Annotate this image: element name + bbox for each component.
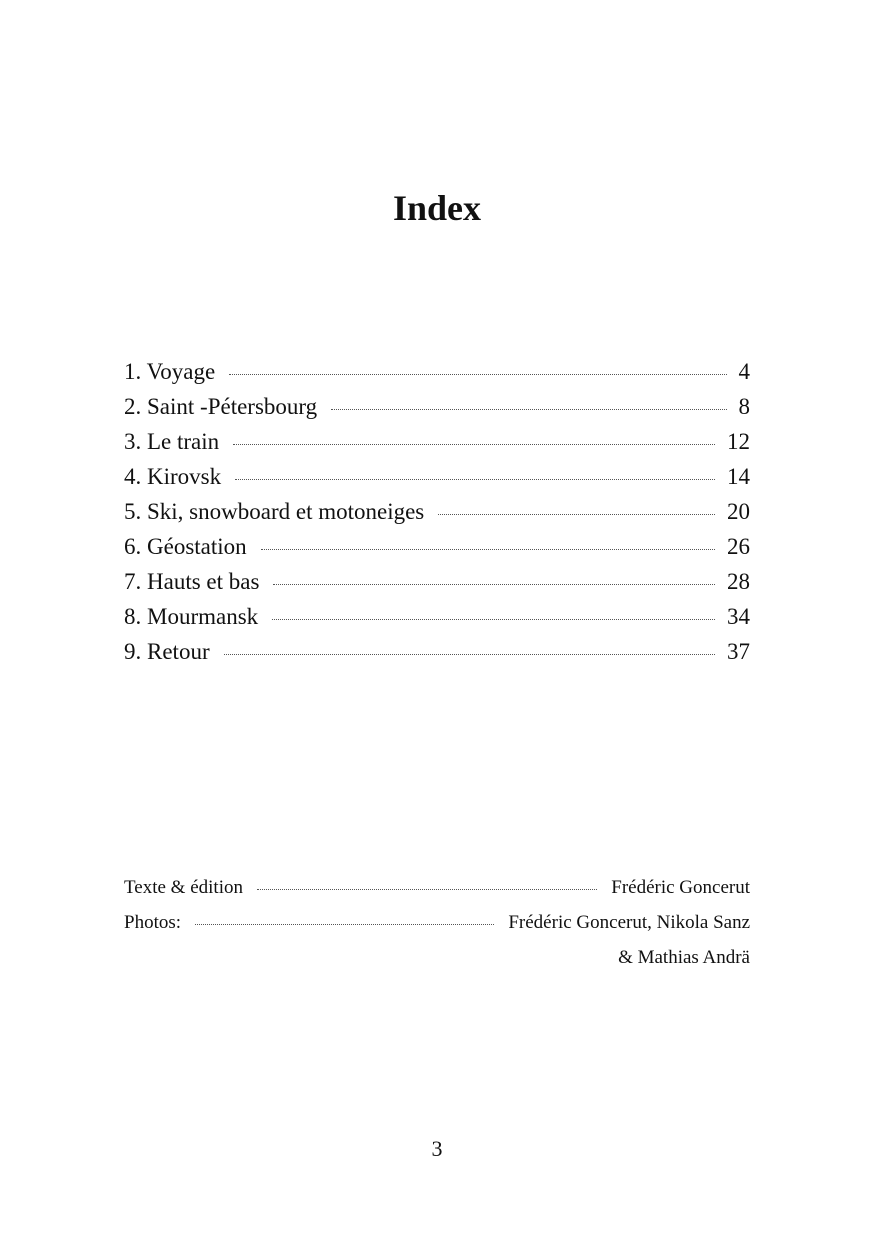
- toc-entry-label: 6. Géostation: [124, 534, 247, 559]
- toc-entry-label: 4. Kirovsk: [124, 464, 222, 489]
- credit-text-row: [124, 870, 750, 905]
- toc-entry-page: 20: [727, 499, 750, 524]
- dot-leader: [273, 584, 715, 585]
- toc-entry-label: 2. Saint -Pétersbourg: [124, 394, 318, 419]
- toc-entry-page: 12: [727, 429, 750, 454]
- toc-entry-page: 34: [727, 604, 750, 629]
- dot-leader: [233, 444, 715, 445]
- toc-entry-page: 14: [727, 464, 750, 489]
- page-number: 3: [431, 1136, 443, 1161]
- dot-leader: [224, 654, 715, 655]
- page-title: Index: [392, 188, 482, 228]
- toc-entry-label: 8. Mourmansk: [124, 604, 259, 629]
- dot-leader: [229, 374, 726, 375]
- credit-photos-value-continued: & Mathias Andrä: [618, 947, 750, 968]
- toc-entry-label: 3. Le train: [124, 429, 220, 454]
- credit-text-value: Frédéric Goncerut: [611, 877, 750, 898]
- dot-leader: [331, 409, 726, 410]
- toc-entry-label: 9. Retour: [124, 639, 210, 664]
- toc-entry: [124, 529, 750, 564]
- toc-entry: [124, 634, 750, 669]
- toc-entry: [124, 459, 750, 494]
- credit-photos-row: [124, 905, 750, 940]
- dot-leader: [272, 619, 715, 620]
- toc-entry-label: 5. Ski, snowboard et motoneiges: [124, 499, 425, 524]
- table-of-contents: [124, 354, 750, 669]
- dot-leader: [195, 924, 494, 925]
- toc-entry: [124, 564, 750, 599]
- credit-photos-label: Photos:: [124, 912, 182, 933]
- toc-entry-label: 7. Hauts et bas: [124, 569, 260, 594]
- toc-entry: [124, 599, 750, 634]
- dot-leader: [257, 889, 597, 890]
- credit-text-label: Texte & édition: [124, 877, 243, 898]
- toc-entry-page: 37: [727, 639, 750, 664]
- dot-leader: [438, 514, 715, 515]
- dot-leader: [261, 549, 715, 550]
- toc-entry-page: 28: [727, 569, 750, 594]
- toc-entry: [124, 354, 750, 389]
- credits-block: [124, 870, 750, 975]
- toc-entry-page: 8: [738, 394, 750, 419]
- credit-photos-value: Frédéric Goncerut, Nikola Sanz: [508, 912, 750, 933]
- dot-leader: [235, 479, 715, 480]
- toc-entry-page: 4: [738, 359, 750, 384]
- toc-entry: [124, 494, 750, 529]
- toc-entry-label: 1. Voyage: [124, 359, 216, 384]
- toc-entry: [124, 424, 750, 459]
- toc-entry: [124, 389, 750, 424]
- toc-entry-page: 26: [727, 534, 750, 559]
